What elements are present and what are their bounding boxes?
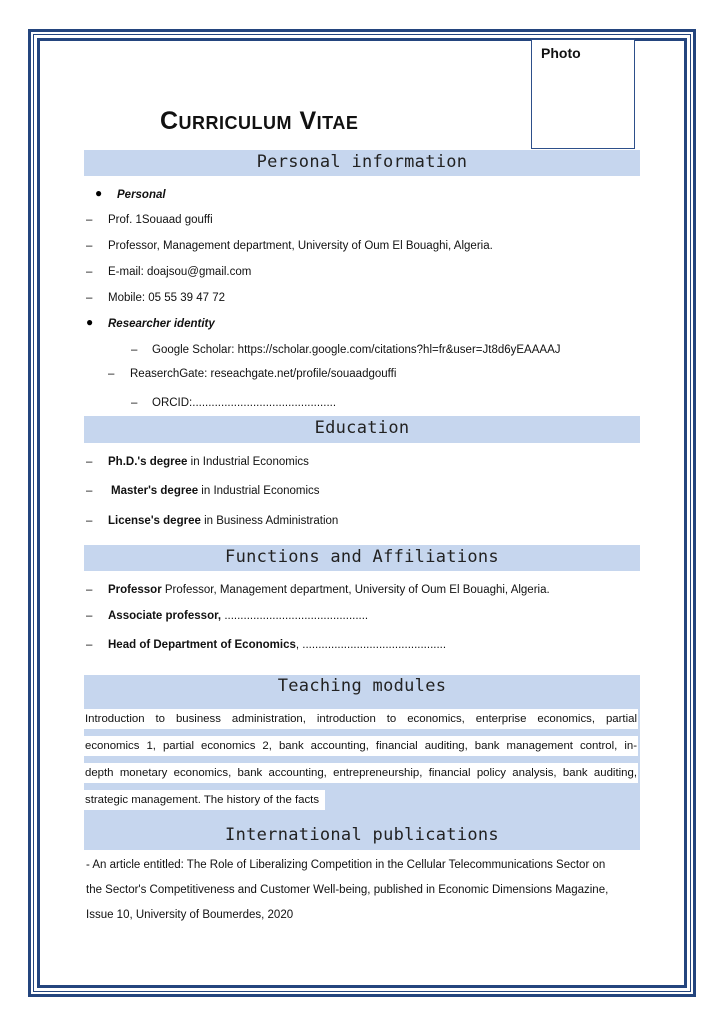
function-item (108, 639, 446, 651)
teaching-line: economics 1, partial economics 2, bank accounting, financial auditing, bank management control, in- (84, 736, 638, 756)
function-role: Head of Department of Economics (108, 639, 296, 651)
section-education: Education (84, 416, 640, 443)
dash-icon: – (86, 485, 93, 497)
researchgate-label: ReaserchGate: (130, 368, 211, 380)
dash-icon: – (86, 266, 93, 278)
dash-icon: – (86, 214, 93, 226)
function-detail: ............................................. (221, 610, 369, 622)
function-detail: , ............................................. (295, 639, 447, 651)
publication-line: - An article entitled: The Role of Liberalizing Competition in the Cellular Telecommunications Sector on (86, 859, 606, 871)
education-field: in Business Administration (200, 515, 339, 527)
section-personal-information: Personal information (84, 150, 640, 176)
teaching-line: strategic management. The history of the facts (84, 790, 325, 810)
dash-icon: – (86, 639, 93, 651)
scholar-label: Google Scholar: (152, 344, 238, 356)
email-value[interactable]: doajsou@gmail.com (146, 266, 252, 278)
scholar-row (152, 344, 561, 356)
publication-line: the Sector's Competitiveness and Customer Well-being, published in Economic Dimensions Magazine, (86, 884, 609, 896)
education-item (108, 456, 309, 468)
section-teaching: Teaching modules (277, 676, 447, 696)
researcher-heading: Researcher identity (108, 318, 215, 330)
function-item (108, 610, 368, 622)
dash-icon: – (108, 368, 115, 380)
personal-heading: Personal (117, 189, 166, 201)
teaching-line: depth monetary economics, bank accounting, entrepreneurship, financial policy analysis, bank auditing, (84, 763, 638, 783)
mobile-value: 05 55 39 47 72 (148, 292, 226, 304)
mobile-row (108, 292, 225, 304)
document-title: Curriculum Vitae (160, 107, 359, 135)
education-degree: License's degree (108, 515, 201, 527)
personal-name: Prof. 1Souaad gouffi (108, 214, 213, 226)
dash-icon: – (131, 344, 138, 356)
dash-icon: – (86, 240, 93, 252)
teaching-line: Introduction to business administration, introduction to economics, enterprise economics, partial (84, 709, 638, 729)
section-functions: Functions and Affiliations (84, 545, 640, 571)
section-publications: International publications (84, 823, 640, 850)
dash-icon: – (86, 292, 93, 304)
function-item (108, 584, 550, 596)
researchgate-row (130, 368, 396, 380)
function-role: Professor (108, 584, 162, 596)
dash-icon: – (131, 397, 138, 409)
education-field: in Industrial Economics (187, 456, 309, 468)
function-role: Associate professor, (108, 610, 222, 622)
researchgate-link[interactable]: reseachgate.net/profile/souaadgouffi (210, 368, 397, 380)
education-item (111, 485, 320, 497)
scholar-link[interactable]: https://scholar.google.com/citations?hl=fr&user=Jt8d6yEAAAAJ (237, 344, 561, 356)
email-row (108, 266, 251, 278)
personal-position: Professor, Management department, University of Oum El Bouaghi, Algeria. (108, 240, 493, 252)
education-degree: Master's degree (111, 485, 199, 497)
education-field: in Industrial Economics (198, 485, 320, 497)
dash-icon: – (86, 610, 93, 622)
publication-line: Issue 10, University of Boumerdes, 2020 (86, 909, 294, 921)
dash-icon: – (86, 515, 93, 527)
dash-icon: – (86, 456, 93, 468)
function-detail: Professor, Management department, University of Oum El Bouaghi, Algeria. (161, 584, 550, 596)
education-item (108, 515, 338, 527)
education-degree: Ph.D.'s degree (108, 456, 188, 468)
photo-placeholder (531, 39, 635, 149)
orcid-row: ORCID:............................................. (152, 397, 337, 409)
mobile-label: Mobile: (108, 292, 149, 304)
dash-icon: – (86, 584, 93, 596)
photo-label: Photo (541, 45, 581, 61)
email-label: E-mail: (108, 266, 147, 278)
bullet-icon: ● (95, 186, 103, 200)
bullet-icon: ● (86, 315, 94, 329)
